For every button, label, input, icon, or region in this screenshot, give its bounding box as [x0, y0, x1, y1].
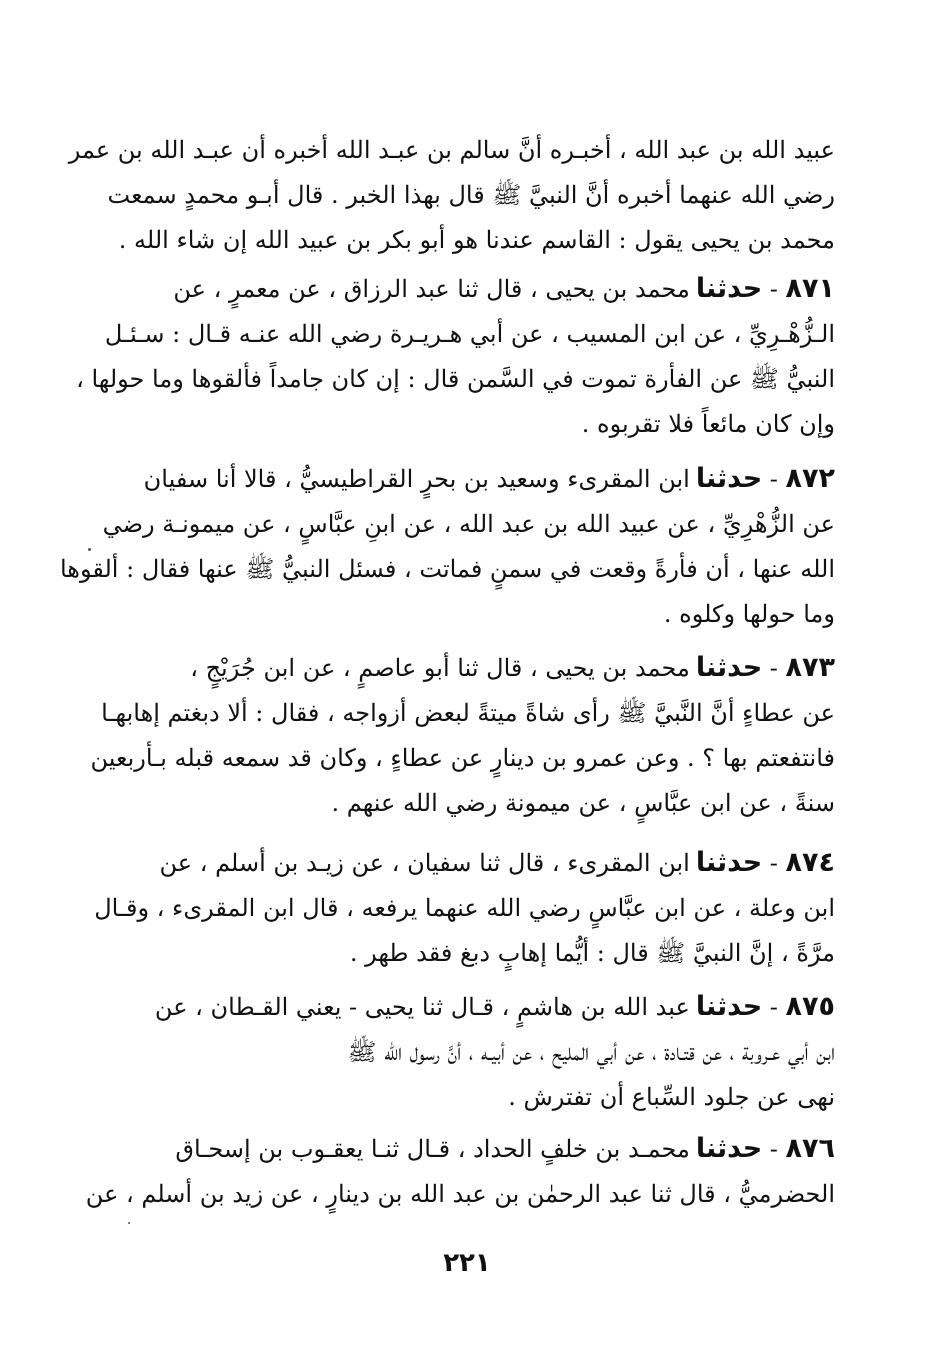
text-line: عبد الله بن هاشمٍ ، قـال ثنا يحيى - يعني القـطان ، عن — [154, 993, 690, 1021]
text-line: وما حولها وكلوه . — [663, 600, 835, 628]
hadith-keyword: حدثنا — [695, 463, 763, 494]
text-line: ابن أبي عـروبة ، عن قتـادة ، عن أبي المليح ، عن أبيـه ، أنَّ رسول الله ﷺ — [347, 1038, 835, 1066]
text-line: عبيد الله بن عبد الله ، أخبـره أنَّ سالم بن عبـد الله أخبره أن عبـد الله بن عمر — [68, 136, 835, 164]
hadith-keyword: حدثنا — [695, 652, 763, 683]
text-line: عن عطاءٍ أنَّ النَّبيَّ ﷺ رأى شاةً ميتةً لبعض أزواجه ، فقال : ألا دبغتم إهابهـا — [101, 699, 835, 727]
text-line: الحضرميُّ ، قال ثنا عبد الرحمٰن بن عبد الله بن دينارٍ ، عن زيد بن أسلم ، عن — [85, 1180, 835, 1208]
hadith-number: ٨٧٢ — [785, 463, 835, 494]
hadith-871: ٨٧١ - حدثنامحمد بن يحيى ، قال ثنا عبد الرزاق ، عن معمرٍ ، عن الـزُّهْـرِيِّ ، عن ابن المسيب ، عن أبي هـريـرة رضي الله عنـه قـال : سـئـل النبيُّ ﷺ عن الفأرة تموت في السَّمن قال : إن كان جامداً فألقوها وما حولها ، وإن كان مائعاً فلا تقربوه . — [140, 266, 835, 447]
text-line: محمد بن يحيى ، قال ثنا أبو عاصمٍ ، عن ابن جُرَيْجٍ ، — [190, 654, 690, 682]
text-line: النبيُّ ﷺ عن الفأرة تموت في السَّمن قال : إن كان جامداً فألقوها وما حولها ، — [76, 365, 835, 393]
text-line: محمد بن يحيى ، قال ثنا عبد الرزاق ، عن معمرٍ ، عن — [173, 275, 690, 303]
intro-paragraph — [68, 128, 835, 263]
text-line: مرَّةً ، إنَّ النبيَّ ﷺ قال : أيُّما إهابٍ دبغ فقد طهر . — [349, 939, 835, 967]
hadith-number: ٨٧٥ — [785, 991, 835, 1022]
hadith-number: ٨٧١ — [785, 273, 835, 304]
hadith-872: ٨٧٢ - حدثناابن المقرىء وسعيد بن بحرٍ القراطيسيُّ ، قالا أنا سفيان عن الزُّهْرِيِّ ، عن عبيد الله بن عبد الله ، عن ابنِ عبَّاسٍ ، عن ميمونـة رضي الله عنها ، أن فأرةً وقعت في سمنٍ فماتت ، فسئل النبيُّ ﷺ عنها فقال : ألقوها وما حولها وكلوه . — [140, 456, 835, 637]
text-line: محمد بن يحيى يقول : القاسم عندنا هو أبو بكر بن عبيد الله إن شاء الله . — [118, 226, 835, 254]
hadith-number: ٨٧٦ — [785, 1133, 835, 1164]
text-line: رضي الله عنهما أخبره أنَّ النبيَّ ﷺ قال بهذا الخبر . قال أبـو محمدٍ سمعت — [107, 181, 835, 209]
text-line: محمـد بن خلفٍ الحداد ، قـال ثنـا يعقـوب بن إسحـاق — [175, 1135, 690, 1163]
text-line: الله عنها ، أن فأرةً وقعت في سمنٍ فماتت ، فسئل النبيُّ ﷺ عنها فقال : ألقوها — [59, 555, 835, 583]
page-number: ٢٢١ — [443, 1248, 491, 1278]
text-line: فانتفعتم بها ؟ . وعن عمرو بن دينارٍ عن عطاءٍ ، وكان قد سمعه قبله بـأربعين — [90, 744, 835, 772]
hadith-keyword: حدثنا — [695, 1133, 763, 1164]
text-line: ابن المقرىء ، قال ثنا سفيان ، عن زيـد بن أسلم ، عن — [159, 849, 690, 877]
hadith-keyword: حدثنا — [695, 273, 763, 304]
text-line: سنةً ، عن ابن عبَّاسٍ ، عن ميمونة رضي الله عنهم . — [331, 789, 835, 817]
text-line: عن الزُّهْرِيِّ ، عن عبيد الله بن عبد الله ، عن ابنِ عبَّاسٍ ، عن ميمونـة رضي — [102, 510, 835, 538]
hadith-keyword: حدثنا — [695, 847, 763, 878]
text-line: ابن وعلة ، عن ابن عبَّاسٍ رضي الله عنهما يرفعه ، قال ابن المقرىء ، وقـال — [94, 894, 835, 922]
hadith-number: ٨٧٤ — [785, 847, 835, 878]
text-line: وإن كان مائعاً فلا تقربوه . — [581, 410, 835, 438]
hadith-875: ٨٧٥ - حدثناعبد الله بن هاشمٍ ، قـال ثنا يحيى - يعني القـطان ، عن ابن أبي عـروبة ، عن قتـادة ، عن أبي المليح ، عن أبيـه ، أنَّ رسول الله ﷺ نهى عن جلود السِّباع أن تفترش . — [140, 984, 835, 1120]
hadith-876: ٨٧٦ - حدثنامحمـد بن خلفٍ الحداد ، قـال ثنـا يعقـوب بن إسحـاق الحضرميُّ ، قال ثنا عبد الرحمٰن بن عبد الله بن دينارٍ ، عن زيد بن أسلم ، عن — [140, 1126, 835, 1217]
text-line: ابن المقرىء وسعيد بن بحرٍ القراطيسيُّ ، قالا أنا سفيان — [143, 465, 690, 493]
scan-speck — [128, 1222, 130, 1224]
text-line: نهى عن جلود السِّباع أن تفترش . — [508, 1083, 835, 1111]
hadith-874: ٨٧٤ - حدثناابن المقرىء ، قال ثنا سفيان ، عن زيـد بن أسلم ، عن ابن وعلة ، عن ابن عبَّاسٍ رضي الله عنهما يرفعه ، قال ابن المقرىء ، وقـال مرَّةً ، إنَّ النبيَّ ﷺ قال : أيُّما إهابٍ دبغ فقد طهر . — [140, 840, 835, 976]
hadith-keyword: حدثنا — [695, 991, 763, 1022]
scan-speck — [88, 548, 91, 551]
hadith-number: ٨٧٣ — [785, 652, 835, 683]
hadith-873: ٨٧٣ - حدثنامحمد بن يحيى ، قال ثنا أبو عاصمٍ ، عن ابن جُرَيْجٍ ، عن عطاءٍ أنَّ النَّبيَّ ﷺ رأى شاةً ميتةً لبعض أزواجه ، فقال : ألا دبغتم إهابهـا فانتفعتم بها ؟ . وعن عمرو بن دينارٍ عن عطاءٍ ، وكان قد سمعه قبله بـأربعين سنةً ، عن ابن عبَّاسٍ ، عن ميمونة رضي الله عنهم . — [140, 645, 835, 826]
text-line: الـزُّهْـرِيِّ ، عن ابن المسيب ، عن أبي هـريـرة رضي الله عنـه قـال : سـئـل — [104, 320, 835, 348]
